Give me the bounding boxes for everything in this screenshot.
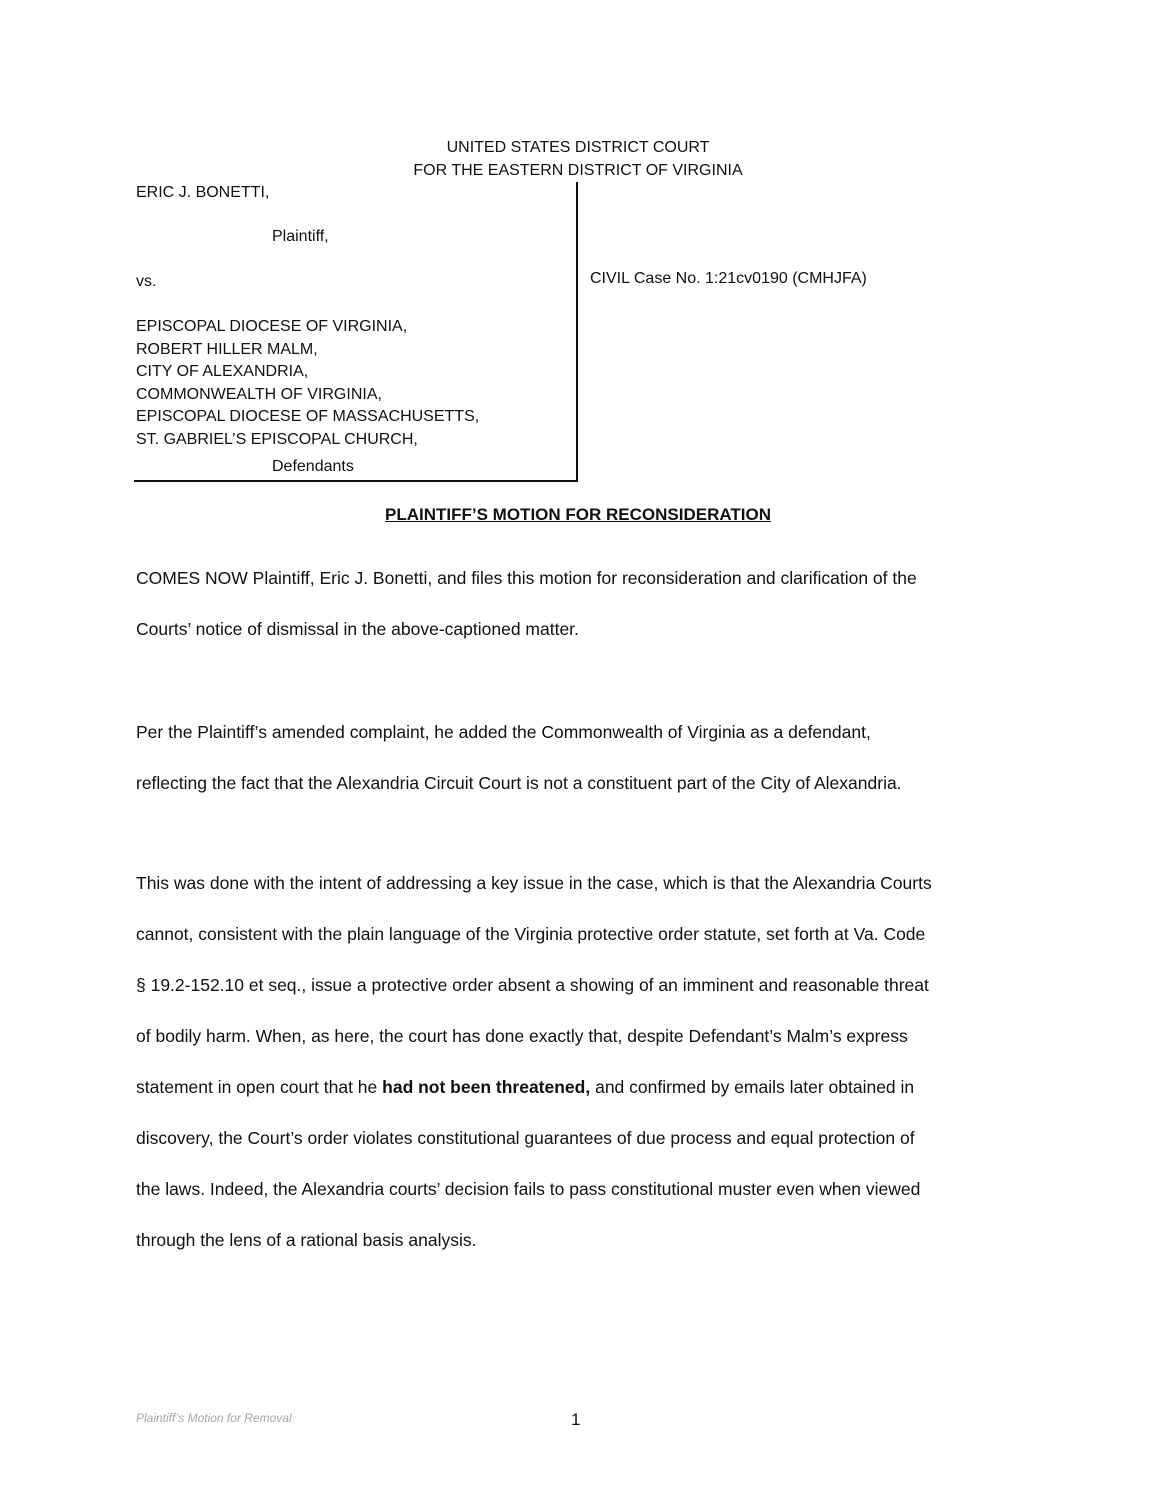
paragraph-line: Courts’ notice of dismissal in the above-captioned matter. [136,619,579,639]
plaintiff-name: ERIC J. BONETTI, [136,184,270,201]
paragraph-3 [136,873,1026,1281]
caption-vertical-rule [576,182,578,482]
paragraph-line: This was done with the intent of addressing a key issue in the case, which is that the Alexandria Courts [136,873,932,893]
defendant-item: ROBERT HILLER MALM, [136,340,318,358]
paragraph-line: COMES NOW Plaintiff, Eric J. Bonetti, and files this motion for reconsideration and clarification of the [136,568,917,588]
paragraph-line: through the lens of a rational basis analysis. [136,1230,477,1250]
paragraph-line [136,1077,1026,1128]
caption-horizontal-rule [134,480,578,482]
defendant-item: EPISCOPAL DIOCESE OF MASSACHUSETTS, [136,408,480,425]
paragraph-line: cannot, consistent with the plain language of the Virginia protective order statute, set forth at Va. Code [136,924,926,944]
court-district: FOR THE EASTERN DISTRICT OF VIRGINIA [413,162,743,179]
paragraph-line: § 19.2-152.10 et seq., issue a protective order absent a showing of an imminent and reasonable threat [136,975,929,995]
paragraph-2 [136,722,1026,824]
defendant-item: COMMONWEALTH OF VIRGINIA, [136,385,382,403]
case-number: CIVIL Case No. 1:21cv0190 (CMHJFA) [590,270,867,287]
defendant-item: ST. GABRIEL’S EPISCOPAL CHURCH, [136,430,418,448]
defendant-item: CITY OF ALEXANDRIA, [136,363,309,380]
court-header [0,136,1156,182]
paragraph-1 [136,568,1026,670]
court-name: UNITED STATES DISTRICT COURT [446,139,710,156]
footer-document-label: Plaintiff’s Motion for Removal [136,1411,292,1425]
defendants-list [136,316,479,451]
document-title: PLAINTIFF’S MOTION FOR RECONSIDERATION [385,505,771,524]
versus-label: vs. [136,273,157,290]
defendant-item: EPISCOPAL DIOCESE OF VIRGINIA, [136,318,408,335]
page-number: 1 [571,1410,581,1429]
paragraph-line: reflecting the fact that the Alexandria Circuit Court is not a constituent part of the City of Alexandria. [136,773,902,793]
plaintiff-label: Plaintiff, [272,228,329,245]
paragraph-line: of bodily harm. When, as here, the court has done exactly that, despite Defendant’s Malm’s express [136,1026,908,1046]
paragraph-line: the laws. Indeed, the Alexandria courts’ decision fails to pass constitutional muster even when viewed [136,1179,921,1199]
line-text: statement in open court that he [136,1077,383,1097]
defendants-label: Defendants [272,458,354,475]
line-text: and confirmed by emails later obtained in [590,1077,915,1097]
paragraph-line: Per the Plaintiff’s amended complaint, he added the Commonwealth of Virginia as a defendant, [136,722,871,742]
bold-emphasis: had not been threatened, [382,1077,591,1097]
paragraph-line: discovery, the Court’s order violates constitutional guarantees of due process and equal protection of [136,1128,915,1148]
